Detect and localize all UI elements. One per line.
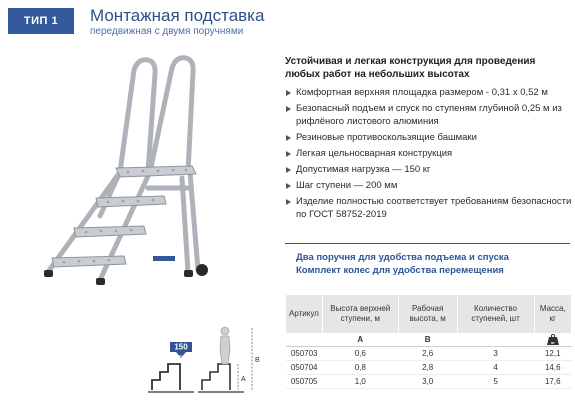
feature-item: Безопасный подъем и спуск по ступеням глубиной 0,25 м из рифлёного листового алюминия <box>285 102 573 128</box>
table-cell: 0,8 <box>322 361 398 375</box>
promo-line-wheels: Комплект колес для удобства перемещения <box>296 265 504 276</box>
table-cell: 3,0 <box>398 375 457 389</box>
feature-item: Легкая цельносварная конструкция <box>285 147 573 160</box>
table-cell: 2,8 <box>398 361 457 375</box>
table-letter-row <box>286 333 572 347</box>
label-a: A <box>241 376 246 383</box>
table-cell: 3 <box>457 347 534 361</box>
table-cell: 050703 <box>286 347 322 361</box>
col-working-height: Рабочая высота, м <box>398 295 457 333</box>
table-cell: 1,0 <box>322 375 398 389</box>
page-title: Монтажная подставка <box>90 6 265 25</box>
table-row <box>286 375 572 389</box>
features-heading: Устойчивая и легкая конструкция для проведения любых работ на небольших высотах <box>285 56 536 80</box>
letter-cell <box>457 333 534 347</box>
table-cell: 050705 <box>286 375 322 389</box>
feature-item: Шаг ступени — 200 мм <box>285 179 573 192</box>
features-list <box>285 86 573 224</box>
letter-cell: A <box>322 333 398 347</box>
height-diagram <box>198 326 268 394</box>
letter-cell: B <box>398 333 457 347</box>
type-badge: ТИП 1 <box>8 8 74 34</box>
letter-cell <box>286 333 322 347</box>
specs-table <box>286 295 572 389</box>
section-divider <box>285 243 570 244</box>
col-weight: Масса, кг <box>534 295 572 333</box>
table-cell: 2,6 <box>398 347 457 361</box>
table-row <box>286 361 572 375</box>
promo-line-handrails: Два поручня для удобства подъема и спуска <box>296 252 509 263</box>
feature-item: Резиновые противоскользящие башмаки <box>285 131 573 144</box>
table-cell: 0,6 <box>322 347 398 361</box>
load-unit: кг <box>179 353 183 358</box>
weight-cell <box>534 333 572 347</box>
table-row <box>286 347 572 361</box>
weight-icon-label: кг <box>550 339 555 345</box>
table-cell: 14,6 <box>534 361 572 375</box>
table-cell: 17,6 <box>534 375 572 389</box>
col-top-step-height: Высота верхней ступени, м <box>322 295 398 333</box>
table-cell: 050704 <box>286 361 322 375</box>
col-article: Артикул <box>286 295 322 333</box>
feature-item: Изделие полностью соответствует требованиям безопасности по ГОСТ 58752-2019 <box>285 195 573 221</box>
load-diagram <box>148 340 196 396</box>
load-value: 150 <box>174 342 188 352</box>
ladder-illustration <box>28 48 228 290</box>
table-cell: 12,1 <box>534 347 572 361</box>
col-step-count: Количество ступеней, шт <box>457 295 534 333</box>
table-header-row <box>286 295 572 333</box>
feature-item: Допустимая нагрузка — 150 кг <box>285 163 573 176</box>
page-subtitle: передвижная с двумя поручнями <box>90 26 244 37</box>
label-b: B <box>255 357 260 364</box>
table-cell: 5 <box>457 375 534 389</box>
weight-icon <box>546 334 560 346</box>
feature-item: Комфортная верхняя площадка размером - 0,31 x 0,52 м <box>285 86 573 99</box>
table-cell: 4 <box>457 361 534 375</box>
promo-text <box>296 251 509 277</box>
